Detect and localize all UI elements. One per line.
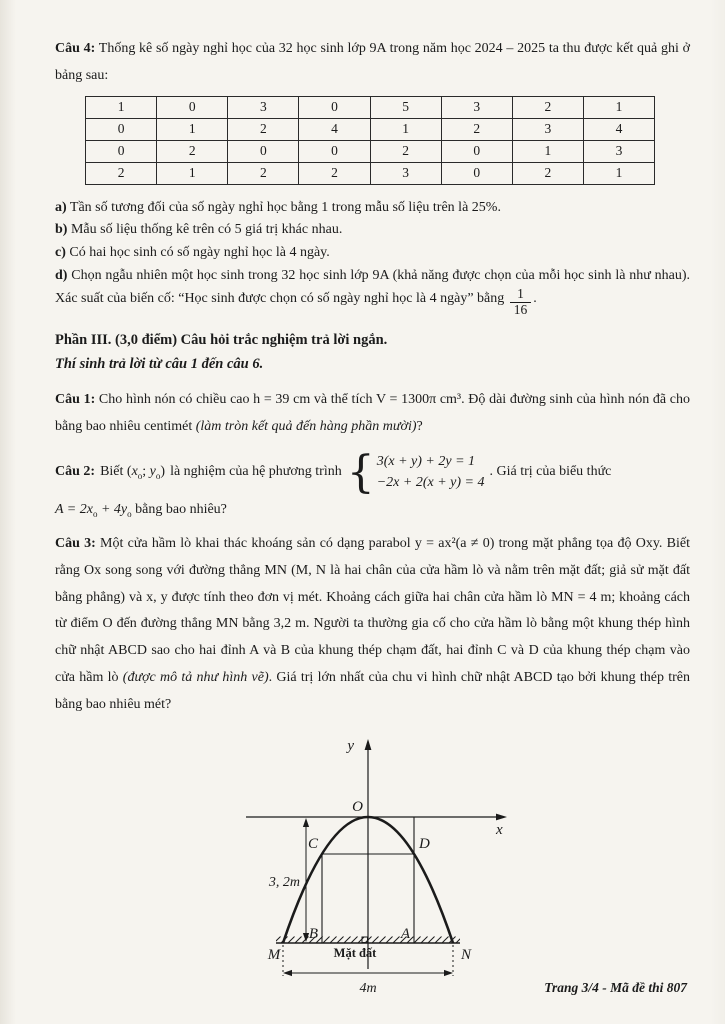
- label-c: C: [307, 835, 318, 852]
- fraction-denominator: 16: [513, 302, 528, 318]
- table-cell: 1: [86, 96, 157, 118]
- table-cell: 0: [299, 140, 370, 162]
- label-height-dim: 3, 2m: [268, 874, 300, 890]
- item-a: [55, 197, 690, 220]
- page-footer: Trang 3/4 - Mã đề thi 807: [544, 980, 687, 995]
- question-3-label: Câu 3:: [55, 535, 96, 551]
- question-3-text: Một cửa hầm lò khai thác khoáng sản có dạng parabol y = ax²(a ≠ 0) trong mặt phẳng tọa độ Oxy. Biết rằng Ox song song với đường thẳng MN (M, N là hai chân của cửa hầm lò và nằm trên mặt đất; giả sử mặt đất bằng phẳng) và x, y được tính theo đơn vị mét. Khoảng cách giữa hai chân cửa hầm lò MN = 4 m; khoảng cách từ điểm O đến đường thẳng MN bằng 3,2 m. Người ta thường gia cố cho cửa hầm lò bằng một khung thép hình chữ nhật ABCD sao cho hai đỉnh A và B của khung thép chạm đất, hai đỉnh C và D của khung thép chạm vào cửa hầm lò: [55, 535, 690, 686]
- part-3-heading: Phần III. (3,0 điểm) Câu hỏi trắc nghiệm trả lời ngắn.: [55, 331, 388, 348]
- table-row: [86, 96, 655, 118]
- question-2-before1: Biết ($x_o$; $y_o$): [100, 463, 166, 481]
- table-row: [86, 118, 655, 140]
- table-cell: 0: [299, 96, 370, 118]
- table-cell: 2: [157, 140, 228, 162]
- item-d-text: Chọn ngẫu nhiên một học sinh trong 32 học sinh lớp 9A (khả năng được chọn của mỗi học sinh là như nhau). Xác suất của biến cố: “Học sinh được chọn có số ngày nghỉ học là 4 ngày” bằng: [55, 267, 690, 307]
- table-cell: 2: [512, 162, 583, 184]
- table-cell: 2: [228, 162, 299, 184]
- question-3-note: (được mô tả như hình vẽ): [122, 670, 269, 686]
- table-cell: 3: [441, 96, 512, 118]
- question-1-note: (làm tròn kết quả đến hàng phần mười): [195, 418, 417, 434]
- label-b: B: [308, 925, 318, 942]
- label-n: N: [460, 946, 471, 963]
- question-4-label: Câu 4:: [55, 41, 96, 56]
- label-ground: Mặt đất: [333, 945, 376, 960]
- table-cell: 2: [228, 118, 299, 140]
- table-cell: 4: [583, 118, 654, 140]
- item-c: [55, 242, 690, 265]
- table-cell: 2: [512, 96, 583, 118]
- question-1-text: Cho hình nón có chiều cao h = 39 cm và thể tích V = 1300π cm³. Độ dài đường sinh của hình nón đã cho bằng bao nhiêu centimét: [55, 391, 691, 434]
- table-cell: 2: [441, 118, 512, 140]
- table-cell: 1: [583, 96, 654, 118]
- table-cell: 0: [441, 162, 512, 184]
- x-axis-arrow: [496, 814, 507, 821]
- question-3-tail: . Giá trị lớn nhất của chu vi hình chữ nhật ABCD tạo bởi khung thép trên bằng bao nhiêu mét?: [55, 670, 690, 713]
- item-c-label: c): [55, 245, 66, 261]
- height-dim-arrow-top: [302, 818, 308, 827]
- question-4-intro: [55, 36, 690, 90]
- equation-1: 3(x + y) + 2y = 1: [376, 453, 476, 469]
- table-cell: 2: [370, 140, 441, 162]
- item-b: [55, 219, 690, 242]
- item-d: [55, 265, 690, 318]
- question-3: [55, 531, 690, 719]
- parabola-figure-wrap: [55, 733, 690, 1001]
- part-3-subheading: Thí sinh trả lời từ câu 1 đến câu 6.: [55, 356, 264, 373]
- table-cell: 0: [228, 140, 299, 162]
- label-x: x: [495, 821, 503, 838]
- table-cell: 3: [583, 140, 654, 162]
- table-cell: 1: [583, 162, 654, 184]
- table-cell: 0: [441, 140, 512, 162]
- equation-system: [346, 446, 485, 498]
- table-cell: 1: [370, 118, 441, 140]
- table-cell: 3: [370, 162, 441, 184]
- width-dim-arrow-left: [283, 970, 292, 976]
- question-2-label: Câu 2:: [55, 464, 96, 480]
- equation-2: −2x + 2(x + y) = 4: [376, 475, 485, 491]
- question-2-line1: [55, 446, 690, 498]
- y-axis-arrow: [364, 739, 371, 750]
- label-y: y: [346, 737, 354, 754]
- question-1-label: Câu 1:: [55, 391, 96, 407]
- table-cell: 0: [86, 118, 157, 140]
- table-cell: 3: [512, 118, 583, 140]
- table-cell: 5: [370, 96, 441, 118]
- item-a-text: Tần số tương đối của số ngày nghỉ học bằng 1 trong mẫu số liệu trên là 25%.: [66, 199, 501, 215]
- question-4-items: [55, 197, 690, 318]
- label-d: D: [418, 835, 430, 852]
- table-row: [86, 140, 655, 162]
- item-d-period: .: [533, 291, 537, 307]
- label-a: A: [400, 925, 410, 942]
- system-equations: [375, 451, 485, 494]
- table-cell: 2: [299, 162, 370, 184]
- table-cell: 1: [157, 162, 228, 184]
- table-cell: 3: [228, 96, 299, 118]
- table-cell: 0: [86, 140, 157, 162]
- table-row: [86, 162, 655, 184]
- table-cell: 1: [512, 140, 583, 162]
- label-m: M: [267, 946, 280, 963]
- table-cell: 4: [299, 118, 370, 140]
- item-c-text: Có hai học sinh có số ngày nghỉ học là 4 ngày.: [65, 245, 330, 261]
- table-cell: 2: [86, 162, 157, 184]
- fraction-1-16: [510, 287, 532, 317]
- item-b-label: b): [55, 222, 68, 238]
- question-2-before2: là nghiệm của hệ phương trình: [170, 464, 342, 480]
- question-2-after: . Giá trị của biểu thức: [489, 464, 612, 480]
- q4-table-body: [86, 96, 655, 184]
- item-b-text: Mẫu số liệu thống kê trên có 5 giá trị khác nhau.: [67, 222, 343, 238]
- label-origin: O: [351, 798, 363, 815]
- question-1-tail: ?: [416, 418, 423, 434]
- label-width-dim: 4m: [358, 980, 377, 996]
- fraction-numerator: 1: [510, 287, 532, 303]
- item-d-label: d): [55, 267, 68, 283]
- q4-data-table: [85, 96, 655, 185]
- item-a-label: a): [55, 199, 67, 215]
- question-1: [55, 387, 690, 441]
- question-4-text: Thống kê số ngày nghỉ học của 32 học sinh lớp 9A trong năm học 2024 – 2025 ta thu được kết quả ghi ở bảng sau:: [55, 41, 690, 83]
- parabola-figure: [218, 733, 528, 1001]
- question-2-line2: $A = 2x_o + 4y_o$ bằng bao nhiêu?: [55, 502, 227, 519]
- table-cell: 0: [157, 96, 228, 118]
- system-brace: {: [346, 446, 375, 498]
- table-cell: 1: [157, 118, 228, 140]
- width-dim-arrow-right: [444, 970, 453, 976]
